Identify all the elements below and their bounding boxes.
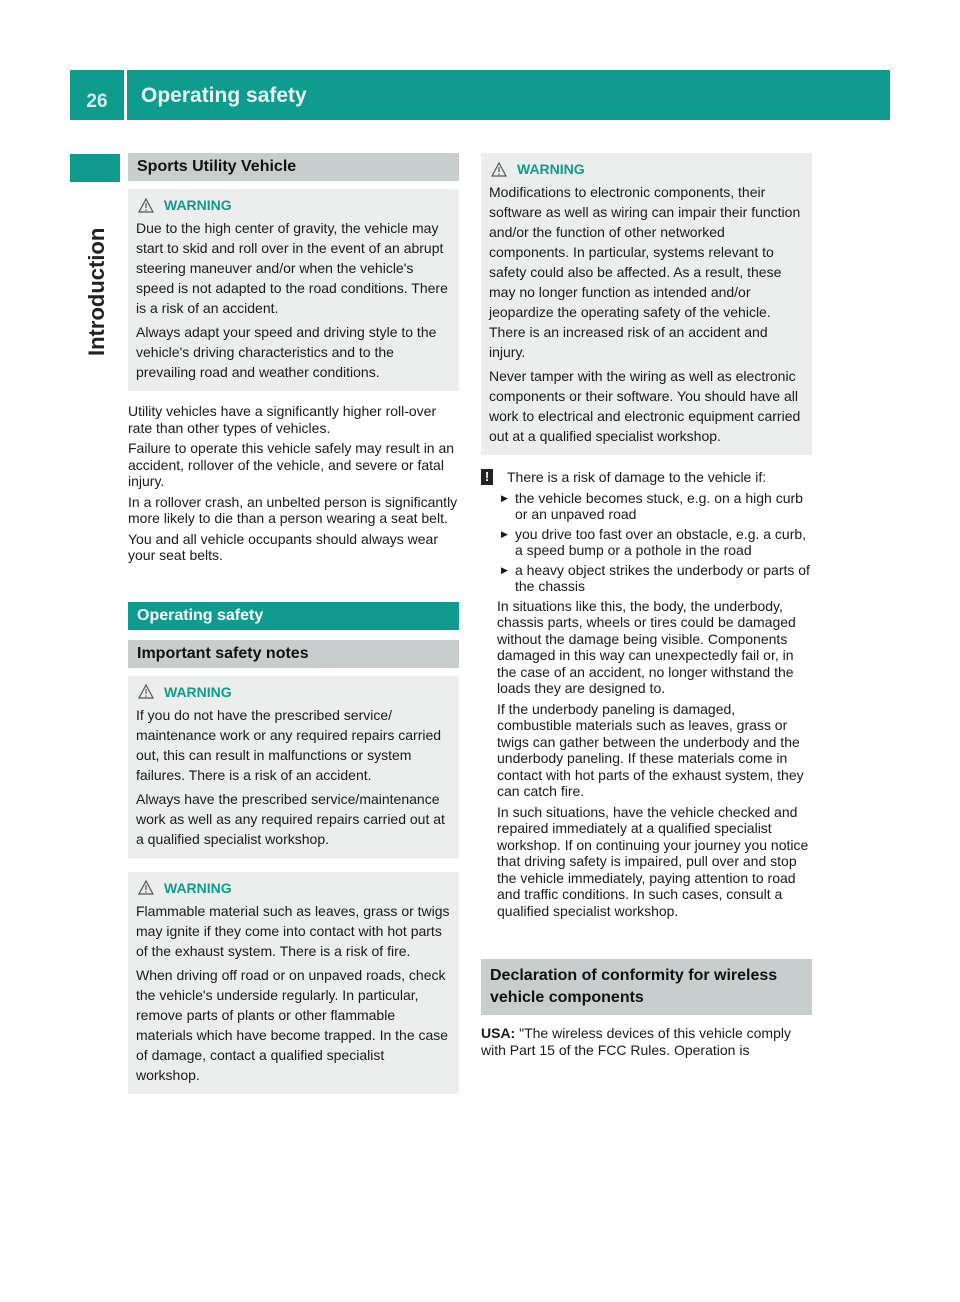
suv-body	[128, 403, 459, 564]
list-item: ▶ the vehicle becomes stuck, e.g. on a high curb or an unpaved road	[501, 490, 812, 523]
list-item: ▶ a heavy object strikes the underbody or parts of the chassis	[501, 562, 812, 595]
usa-label: USA:	[481, 1025, 516, 1041]
side-tab-marker	[70, 154, 120, 182]
declaration-body	[481, 1025, 812, 1058]
warning-box-rollover	[128, 189, 459, 391]
paragraph: In such situations, have the vehicle checked and repaired immediately at a qualified specialist workshop. If on continuing your journey you notice that driving safety is impaired, pull over and stop the vehicle immediately, paying attention to road and traffic conditions. In such cases, consult a qualified specialist workshop.	[497, 803, 809, 919]
warning-title	[136, 878, 451, 898]
warning-box-fire	[128, 872, 459, 1094]
bullet-list	[481, 490, 812, 595]
paragraph: Failure to operate this vehicle safely may result in an accident, rollover of the vehicle, and severe or fatal injury.	[128, 440, 455, 489]
warning-text: Never tamper with the wiring as well as electronic components or their software. You should have all work to electrical and electronic equipment carried out at a qualified specialist workshop.	[489, 368, 801, 444]
warning-text: Flammable material such as leaves, grass or twigs may ignite if they come into contact with hot parts of the exhaust system. There is a risk of fire.	[136, 902, 450, 959]
exclamation-icon: !	[481, 469, 493, 485]
warning-label: WARNING	[164, 683, 232, 700]
side-tab-label: Introduction	[84, 227, 109, 356]
paragraph: In a rollover crash, an unbelted person is significantly more likely to die than a person wearing a seat belt.	[128, 493, 458, 526]
warning-text: Always have the prescribed service/maintenance work as well as any required repairs carried out at a qualified specialist workshop.	[136, 790, 445, 847]
side-tab	[85, 196, 109, 356]
warning-label: WARNING	[517, 161, 585, 177]
warning-text: Always adapt your speed and driving style to the vehicle's driving characteristics and to the prevailing road and weather conditions.	[136, 324, 437, 380]
notice-body	[497, 598, 812, 920]
warning-triangle-icon	[491, 162, 507, 177]
warning-triangle-icon	[138, 880, 154, 895]
warning-title	[136, 682, 451, 702]
declaration-heading: Declaration of conformity for wireless vehicle components	[481, 959, 812, 1015]
warning-text: Due to the high center of gravity, the vehicle may start to skid and roll over in the event of an abrupt steering maneuver and/or when the vehicle's speed is not adapted to the road conditions. There is a risk of an accident.	[136, 220, 448, 316]
warning-box-service	[128, 676, 459, 858]
warning-box-electronics	[481, 153, 812, 455]
warning-triangle-icon	[138, 684, 154, 699]
page-number: 26	[86, 91, 108, 112]
warning-text: When driving off road or on unpaved roads, check the vehicle's underside regularly. In particular, remove parts of plants or other flammable materials which have become trapped. In the case of damage, contact a qualified specialist workshop.	[136, 966, 449, 1083]
paragraph: In situations like this, the body, the underbody, chassis parts, wheels or tires could be damaged without the damage being visible. Components damaged in this way can unexpectedly fail or, in the case of an accident, no longer withstand the loads they are designed to.	[497, 597, 796, 696]
notice-lead: There is a risk of damage to the vehicle if:	[507, 469, 767, 485]
warning-label: WARNING	[164, 879, 232, 896]
warning-title	[489, 159, 804, 179]
notice-vehicle-damage	[481, 469, 812, 919]
paragraph: Utility vehicles have a significantly higher roll-over rate than other types of vehicles.	[128, 403, 437, 436]
notice-head	[481, 469, 812, 486]
right-column	[481, 153, 812, 1062]
warning-text: If you do not have the prescribed service/ maintenance work or any required repairs carried out, this can result in malfunctions or system failures. There is a risk of an accident.	[136, 706, 442, 783]
subheading-important-safety-notes: Important safety notes	[128, 640, 459, 668]
paragraph: You and all vehicle occupants should always wear your seat belts.	[128, 530, 439, 563]
left-column	[128, 153, 459, 1094]
usa-text: "The wireless devices of this vehicle comply with Part 15 of the FCC Rules. Operation is	[481, 1025, 791, 1058]
section-heading-operating-safety: Operating safety	[128, 602, 459, 630]
warning-triangle-icon	[138, 198, 154, 213]
warning-label: WARNING	[164, 197, 232, 213]
suv-heading: Sports Utility Vehicle	[128, 153, 459, 181]
header-divider	[124, 70, 127, 120]
warning-title	[136, 195, 451, 215]
list-item: ▶ you drive too fast over an obstacle, e.g. a curb, a speed bump or a pothole in the road	[501, 526, 812, 559]
warning-text: Modifications to electronic components, their software as well as wiring can impair their function and/or the function of other networked components. In particular, systems relevant to safety could also be affected. As a result, these may no longer function as intended and/or jeopardize the operating safety of the vehicle. There is an increased risk of an accident and injury.	[489, 184, 801, 360]
paragraph: If the underbody paneling is damaged, combustible materials such as leaves, grass or twigs can gather between the underbody and the underbody paneling. If these materials come in contact with hot parts of the exhaust system, they can catch fire.	[497, 700, 804, 799]
page-title: Operating safety	[141, 84, 307, 107]
